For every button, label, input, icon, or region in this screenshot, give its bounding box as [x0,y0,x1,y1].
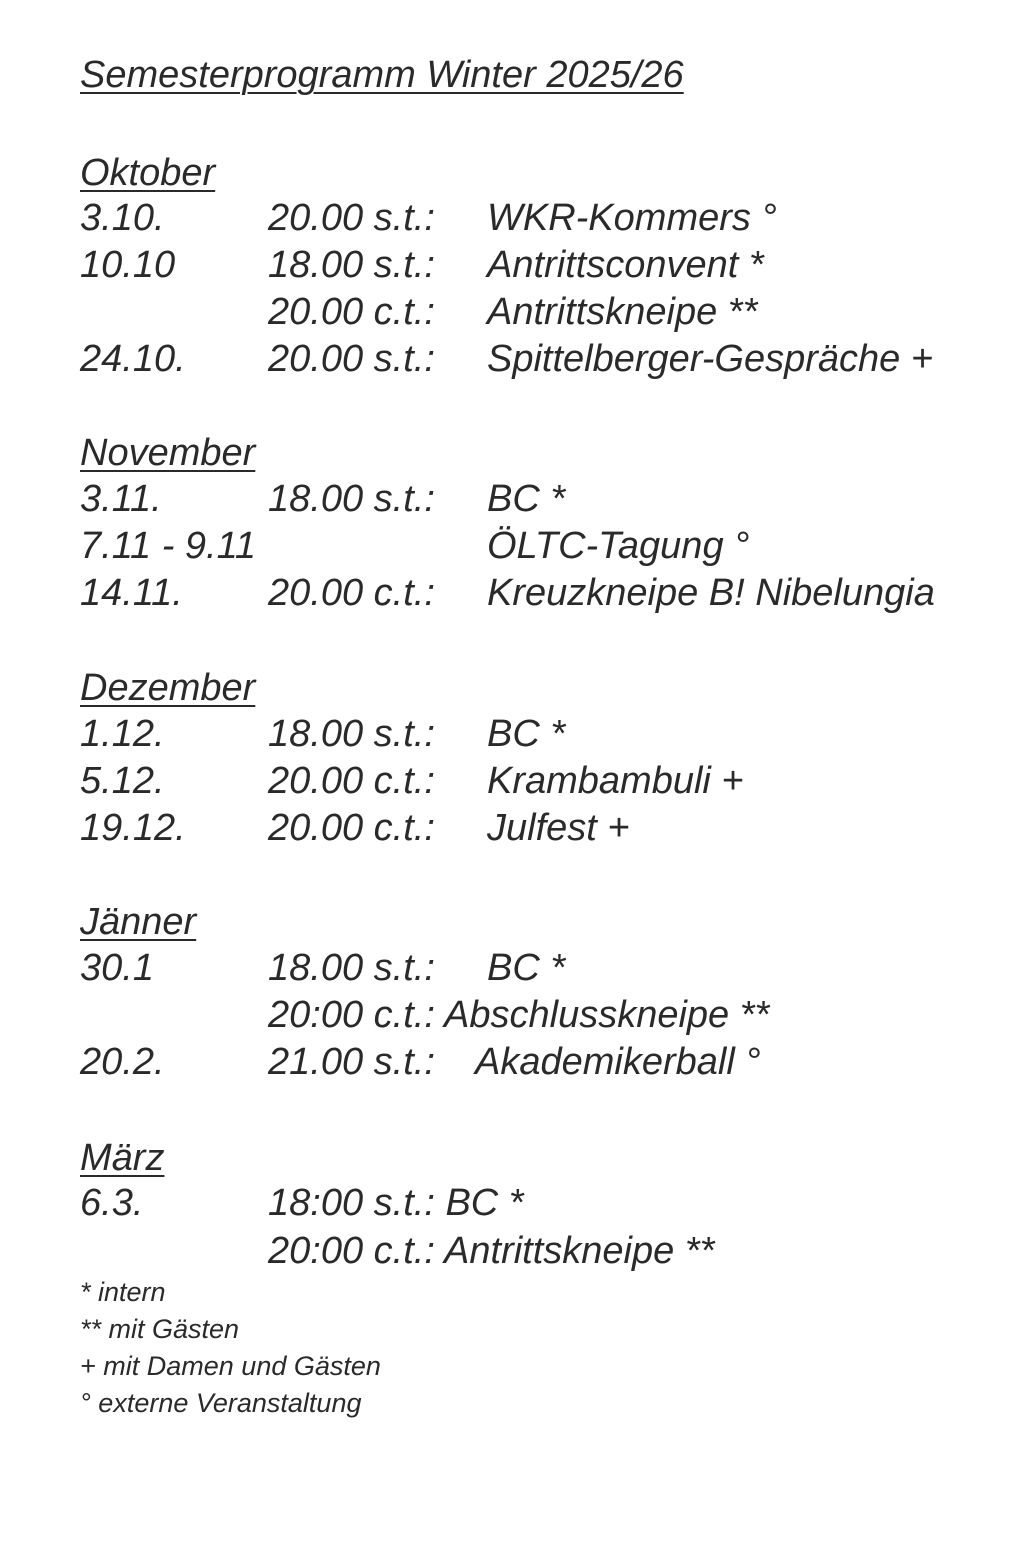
row-event: Krambambuli + [487,760,744,802]
row-time: 20.00 s.t.: [268,197,435,239]
row-event: ÖLTC-Tagung ° [487,525,750,567]
row-time-and-event: 20:00 c.t.: Abschlusskneipe ** [268,994,770,1036]
row-event: Kreuzkneipe B! Nibelungia [487,572,935,614]
row-time: 18.00 s.t.: [268,713,435,755]
row-date: 30.1 [80,947,154,989]
row-date: 20.2. [80,1041,165,1083]
row-date: 1.12. [80,713,165,755]
row-time-and-event: 18:00 s.t.: BC * [268,1182,524,1224]
month-heading-dezember: Dezember [80,667,256,709]
row-time: 18.00 s.t.: [268,947,435,989]
row-time-and-event: 20:00 c.t.: Antrittskneipe ** [268,1230,715,1272]
row-time: 20.00 s.t.: [268,338,435,380]
row-event: BC * [487,713,566,755]
row-event: Julfest + [487,807,630,849]
month-heading-jaenner: Jänner [80,901,197,943]
row-date: 24.10. [80,338,186,380]
row-time: 20.00 c.t.: [268,291,435,333]
row-date: 14.11. [80,572,183,614]
row-time: 18.00 s.t.: [268,478,435,520]
row-date: 3.10. [80,197,165,239]
row-time: 21.00 s.t.: [268,1041,435,1083]
row-date: 6.3. [80,1182,144,1224]
row-event: BC * [487,947,566,989]
row-event: Akademikerball ° [475,1041,761,1083]
month-heading-oktober: Oktober [80,152,216,194]
legend-item: + mit Damen und Gästen [80,1351,381,1381]
legend [80,1274,381,1422]
legend-item: ** mit Gästen [80,1314,240,1344]
row-time: 20.00 c.t.: [268,572,435,614]
legend-item: * intern [80,1277,166,1307]
row-time: 20.00 c.t.: [268,760,435,802]
row-time: 18.00 s.t.: [268,244,435,286]
month-heading-november: November [80,432,256,474]
row-date: 10.10 [80,244,176,286]
row-event: Antrittskneipe ** [487,291,758,333]
legend-item: ° externe Veranstaltung [80,1388,362,1418]
row-date: 7.11 - 9.11 [80,525,257,567]
row-time: 20.00 c.t.: [268,807,435,849]
row-event: WKR-Kommers ° [487,197,777,239]
row-date: 3.11. [80,478,162,520]
month-heading-maerz: März [80,1137,165,1179]
row-event: Antrittsconvent * [487,244,764,286]
row-event: BC * [487,478,566,520]
row-date: 5.12. [80,760,165,802]
row-event: Spittelberger-Gespräche + [487,338,934,380]
page-title: Semesterprogramm Winter 2025/26 [80,54,684,96]
row-date: 19.12. [80,807,186,849]
